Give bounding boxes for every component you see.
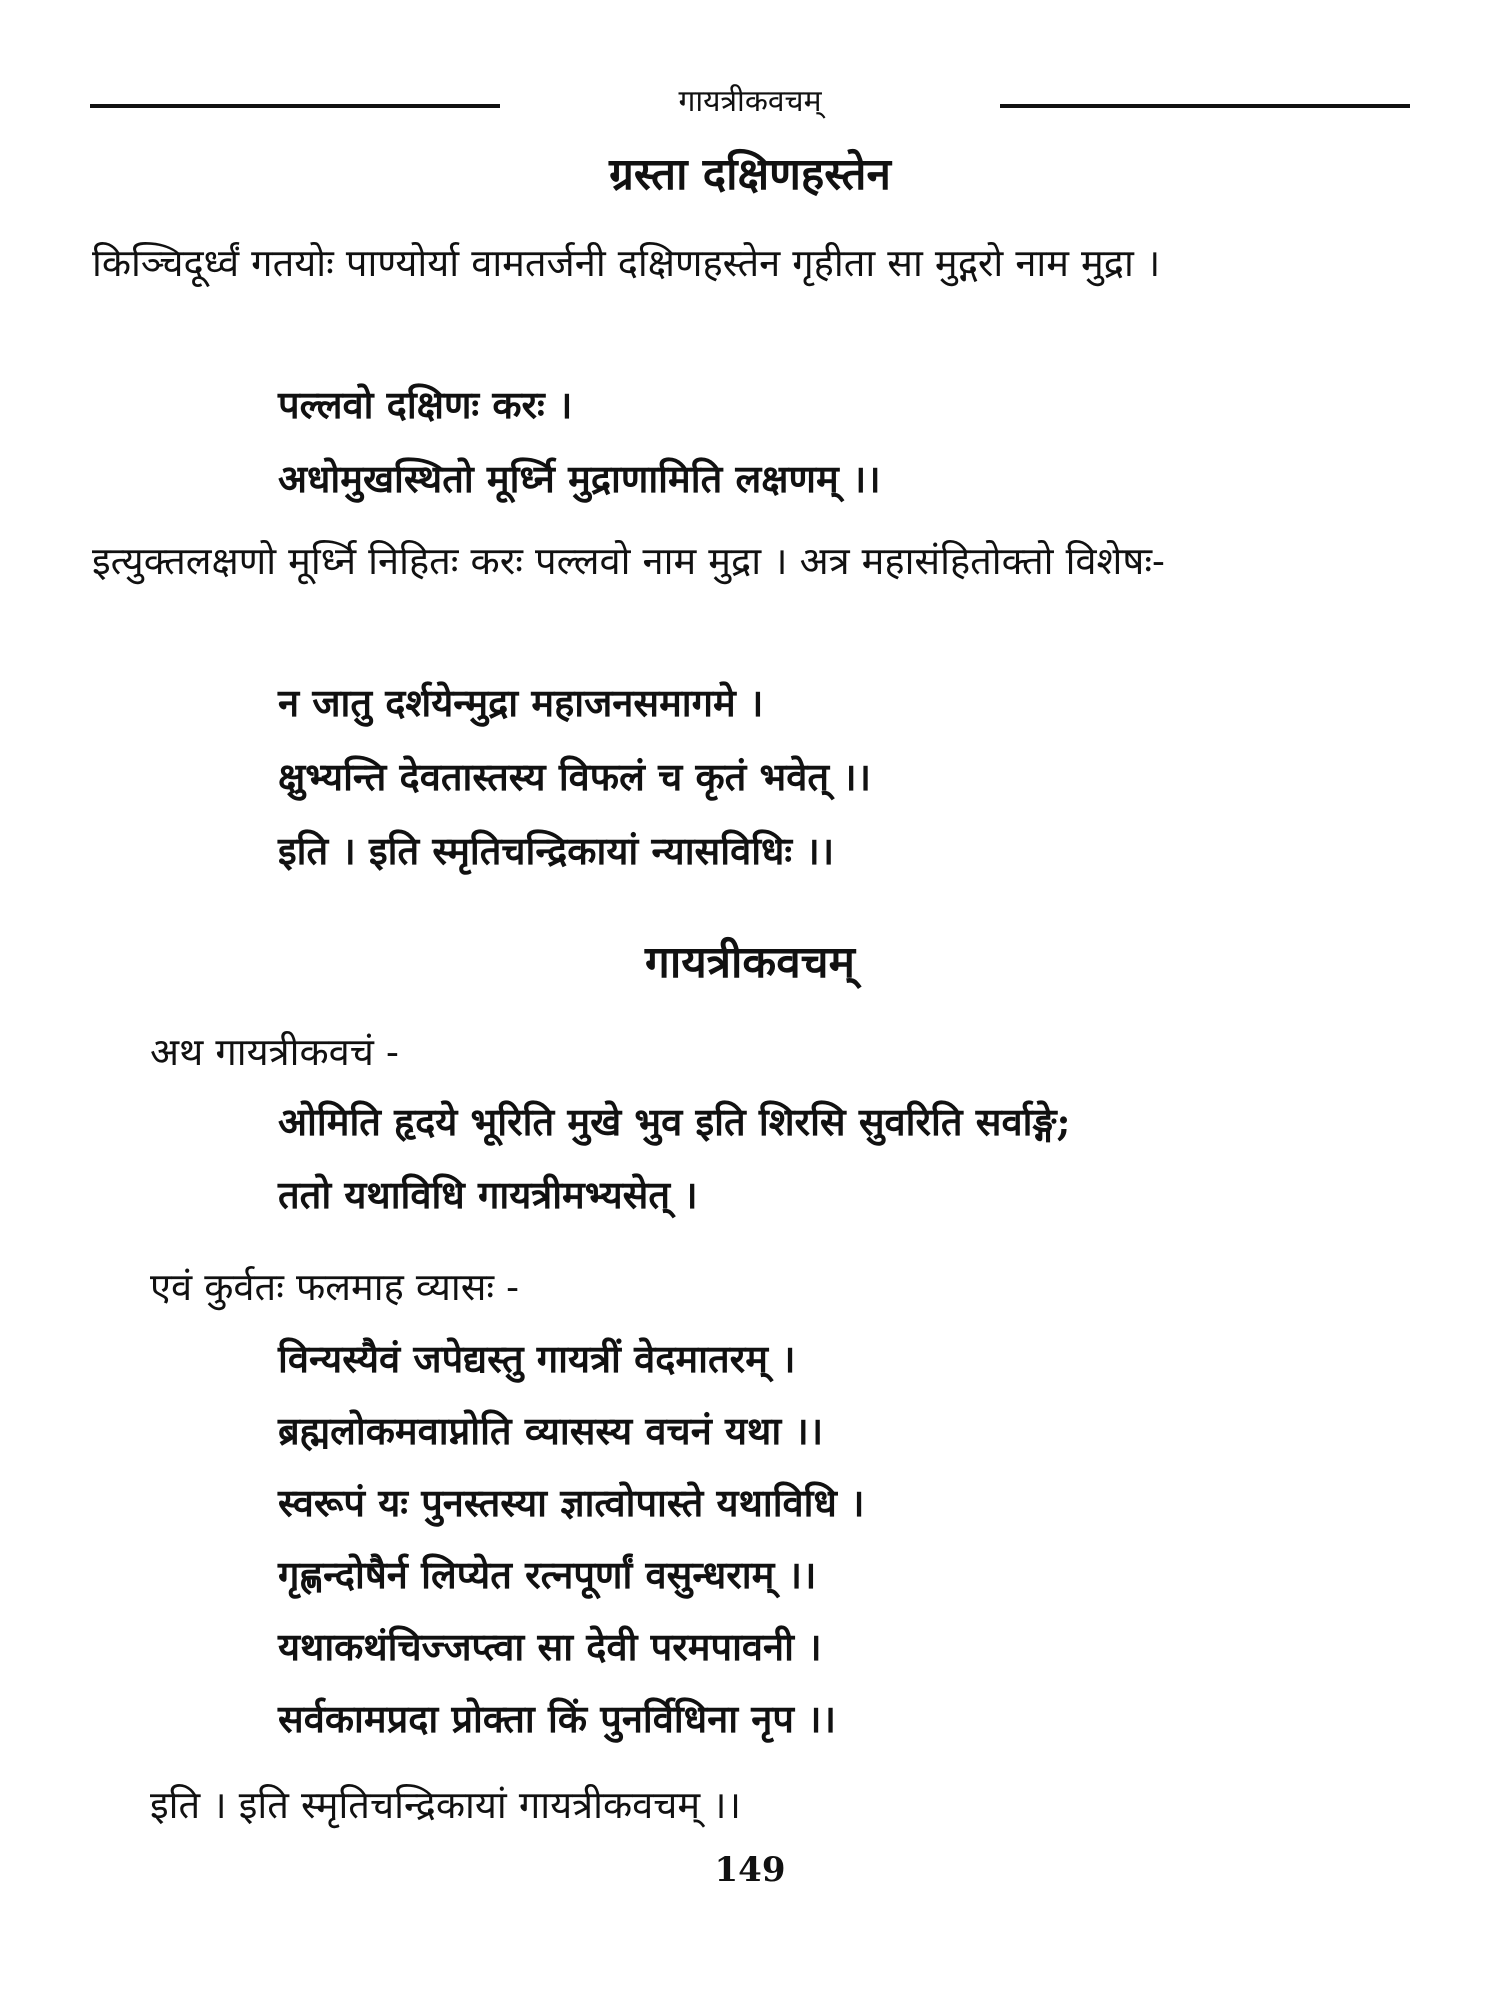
- page-number: 149: [714, 1850, 786, 1890]
- verse-line: सर्वकामप्रदा प्रोक्ता किं पुनर्विधिना नृप ।।: [278, 1696, 836, 1741]
- verse-line: ओमिति हृदये भूरिति मुखे भुव इति शिरसि सुवरिति सर्वाङ्गे;: [278, 1099, 1071, 1144]
- closing-line: इति । इति स्मृतिचन्द्रिकायां गायत्रीकवचम् ।।: [150, 1783, 741, 1827]
- verse-line: ब्रह्मलोकमवाप्नोति व्यासस्य वचनं यथा ।।: [278, 1408, 824, 1453]
- verse-line: स्वरूपं यः पुनस्तस्या ज्ञात्वोपास्ते यथाविधि ।: [278, 1480, 865, 1525]
- verse-line: इति । इति स्मृतिचन्द्रिकायां न्यासविधिः ।।: [278, 828, 835, 873]
- verse-line: न जातु दर्शयेन्मुद्रा महाजनसमागमे ।: [278, 680, 764, 725]
- paragraph-mudgara: किञ्चिदूर्ध्वं गतयोः पाण्योर्या वामतर्जनी दक्षिणहस्तेन गृहीता सा मुद्गरो नाम मुद्रा ।: [92, 241, 1161, 285]
- section-heading-gayatri-kavacham: गायत्रीकवचम्: [645, 937, 855, 988]
- header-rule-right: [1000, 104, 1410, 108]
- running-title: गायत्रीकवचम्: [678, 84, 822, 119]
- verse-line: क्षुभ्यन्ति देवतास्तस्य विफलं च कृतं भवेत् ।।: [278, 754, 872, 799]
- verse-line: ततो यथाविधि गायत्रीमभ्यसेत् ।: [278, 1172, 698, 1217]
- verse-line: यथाकथंचिज्जप्त्वा सा देवी परमपावनी ।: [278, 1624, 822, 1669]
- intro-line: अथ गायत्रीकवचं -: [150, 1030, 399, 1074]
- verse-line: अधोमुखस्थितो मूर्ध्नि मुद्राणामिति लक्षणम् ।।: [278, 456, 881, 501]
- verse-line: गृह्णन्दोषैर्न लिप्येत रत्नपूर्णां वसुन्धराम् ।।: [278, 1552, 817, 1597]
- running-header: [90, 82, 1410, 122]
- verse-line: पल्लवो दक्षिणः करः ।: [278, 382, 573, 427]
- verse-line: विन्यस्यैवं जपेद्यस्तु गायत्रीं वेदमातरम् ।: [278, 1336, 796, 1381]
- intro-line: एवं कुर्वतः फलमाह व्यासः -: [150, 1265, 519, 1309]
- section-heading-grasta: ग्रस्ता दक्षिणहस्तेन: [609, 149, 891, 200]
- paragraph-pallava: इत्युक्तलक्षणो मूर्ध्नि निहितः करः पल्लवो नाम मुद्रा । अत्र महासंहितोक्तो विशेषः-: [92, 539, 1165, 583]
